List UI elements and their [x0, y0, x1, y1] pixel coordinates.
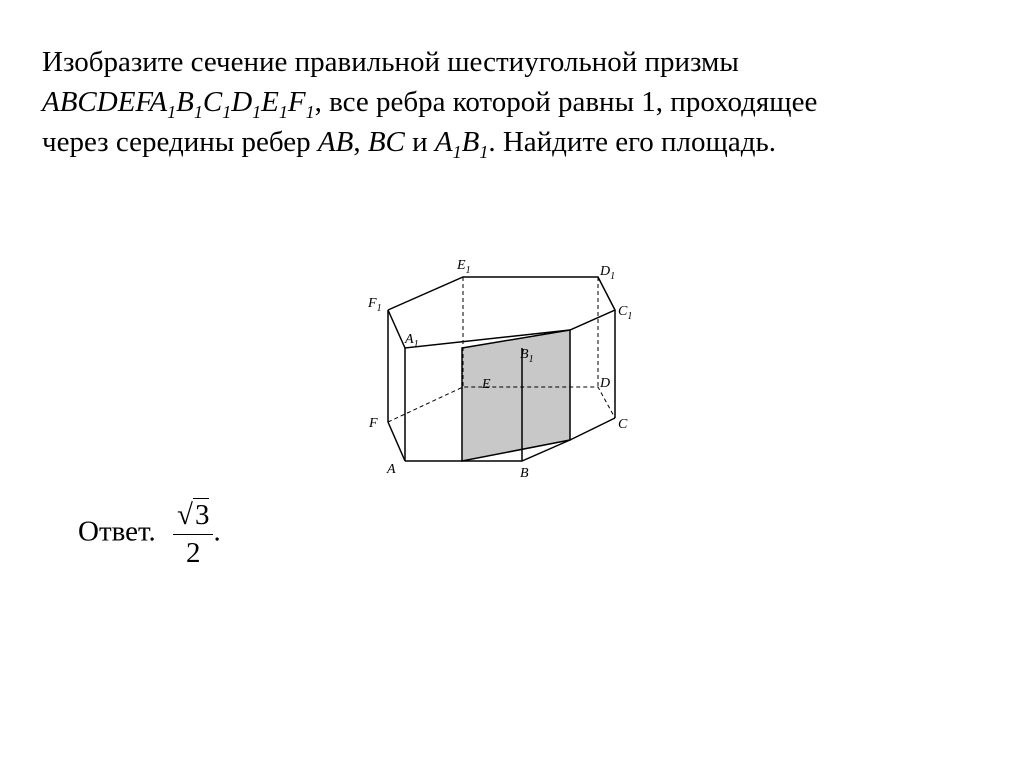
- problem-line-2-rest: , все ребра которой равны 1, проходящее: [314, 86, 818, 118]
- prism-figure: [360, 255, 640, 490]
- answer-tail: .: [213, 515, 221, 548]
- answer-denominator: 2: [185, 537, 201, 569]
- svg-text:C: C: [618, 417, 628, 432]
- problem-text: Изобразите сечение правильной шестиугольной призмы $ABCDEFA_1B_1C_1D_1E_1F_1$, все ребра которой равны 1, проходящее через середины ребер AB, BC и $A_1B_1$. Найдите его площадь.: [42, 46, 818, 162]
- edge-bc: BC: [367, 126, 405, 158]
- svg-text:D: D: [600, 376, 611, 391]
- svg-text:D1: $D_1$: [600, 264, 616, 282]
- svg-text:C1: $C_1$: [618, 304, 633, 322]
- answer-numerator: 3: [194, 499, 210, 531]
- svg-text:E1: $E_1$: [457, 258, 471, 276]
- section-polygon: [462, 330, 570, 461]
- problem-line-1: Изобразите сечение правильной шестиугольной призмы: [42, 46, 739, 78]
- answer-label: Ответ.: [78, 515, 156, 548]
- svg-text:A: A: [387, 462, 396, 477]
- svg-text:B: B: [520, 466, 529, 481]
- answer: [78, 498, 221, 570]
- prism-name: $ABCDEFA_1B_1C_1D_1E_1F_1$: [42, 86, 315, 122]
- svg-text:F: F: [369, 416, 378, 431]
- svg-text:B1: $B_1$: [520, 347, 534, 365]
- edge-ab: AB: [317, 126, 354, 158]
- problem-line-3-prefix: через середины ребер: [42, 126, 311, 158]
- svg-text:F1: $F_1$: [368, 296, 382, 314]
- edge-a1b1: $A_1B_1$: [434, 126, 489, 162]
- problem-line-3-suffix: . Найдите его площадь.: [488, 126, 776, 158]
- svg-text:E: E: [482, 377, 491, 392]
- svg-text:A1: $A_1$: [405, 332, 419, 350]
- answer-fraction: $\frac{√3}{2}$: [173, 498, 213, 570]
